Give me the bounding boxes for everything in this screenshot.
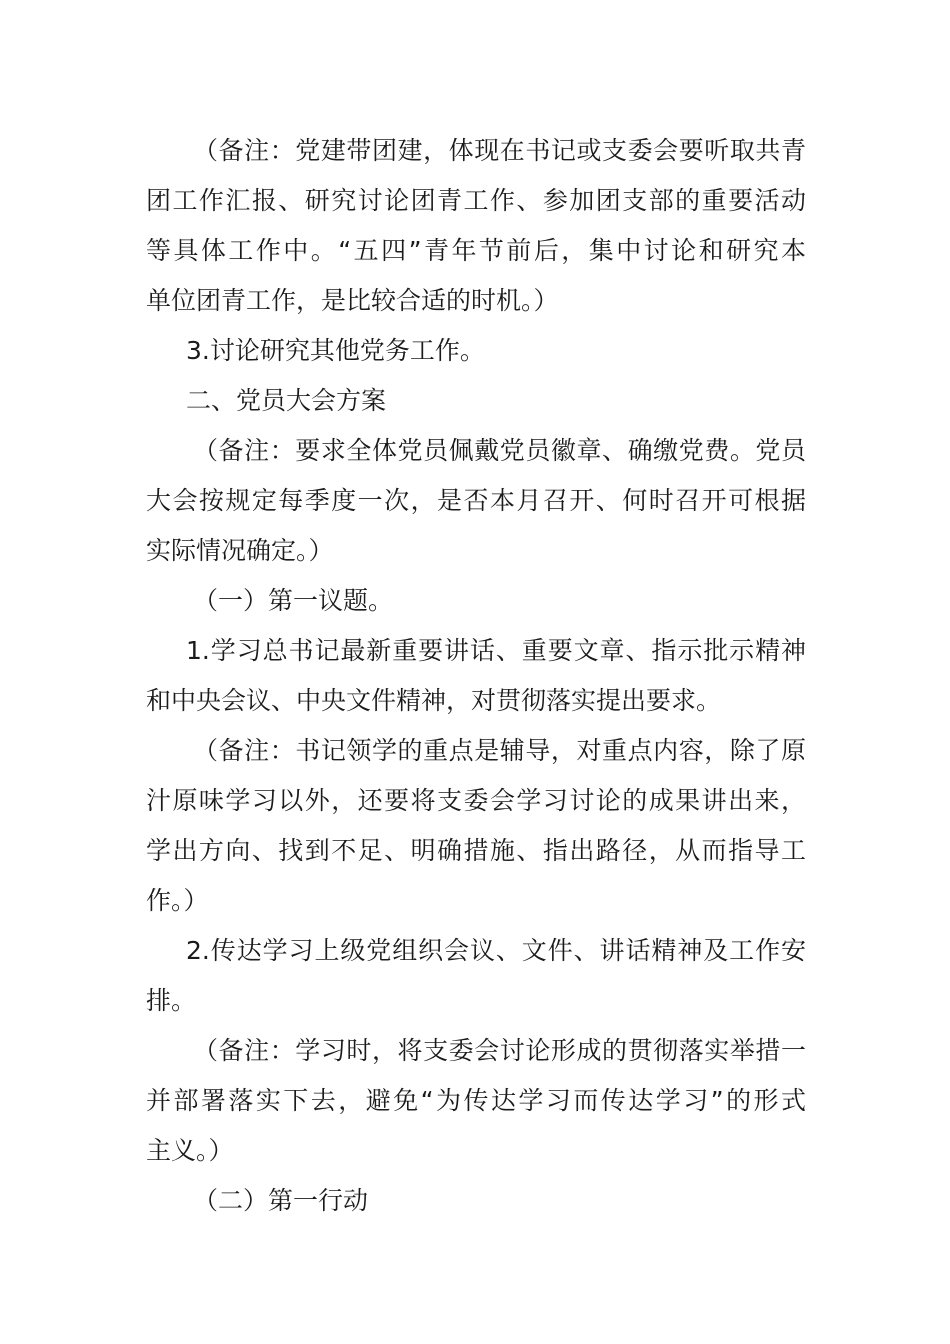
item-2-line-1: 2.传达学习上级党组织会议、文件、讲话精神及工作安 [186, 936, 806, 965]
note-meeting-line-1: （备注：要求全体党员佩戴党员徽章、确缴党费。党员 [193, 436, 806, 465]
item-1-line-2: 和中央会议、中央文件精神，对贯彻落实提出要求。 [146, 686, 722, 715]
note-party-league-line-4: 单位团青工作，是比较合适的时机。） [146, 286, 559, 315]
item-2-line-2: 排。 [146, 986, 197, 1015]
note-study-line-2: 汁原味学习以外，还要将支委会学习讨论的成果讲出来， [146, 786, 806, 815]
note-study-line-4: 作。） [146, 886, 209, 915]
subsection-1-heading: （一）第一议题。 [193, 586, 394, 615]
item-3-other-affairs: 3.讨论研究其他党务工作。 [186, 336, 485, 365]
note-party-league-line-1: （备注：党建带团建，体现在书记或支委会要听取共青 [193, 136, 806, 165]
note-party-league-line-3: 等具体工作中。“五四”青年节前后，集中讨论和研究本 [146, 236, 806, 265]
note-convey-line-3: 主义。） [146, 1136, 234, 1165]
note-meeting-line-3: 实际情况确定。） [146, 536, 334, 565]
item-1-line-1: 1.学习总书记最新重要讲话、重要文章、指示批示精神 [186, 636, 806, 665]
note-party-league-line-2: 团工作汇报、研究讨论团青工作、参加团支部的重要活动 [146, 186, 806, 215]
note-study-line-1: （备注：书记领学的重点是辅导，对重点内容，除了原 [193, 736, 806, 765]
section-2-heading: 二、党员大会方案 [186, 386, 387, 415]
note-meeting-line-2: 大会按规定每季度一次，是否本月召开、何时召开可根据 [146, 486, 806, 515]
subsection-2-heading: （二）第一行动 [193, 1186, 369, 1215]
note-study-line-3: 学出方向、找到不足、明确措施、指出路径，从而指导工 [146, 836, 806, 865]
note-convey-line-2: 并部署落实下去，避免“为传达学习而传达学习”的形式 [146, 1086, 806, 1115]
note-convey-line-1: （备注：学习时，将支委会讨论形成的贯彻落实举措一 [193, 1036, 806, 1065]
